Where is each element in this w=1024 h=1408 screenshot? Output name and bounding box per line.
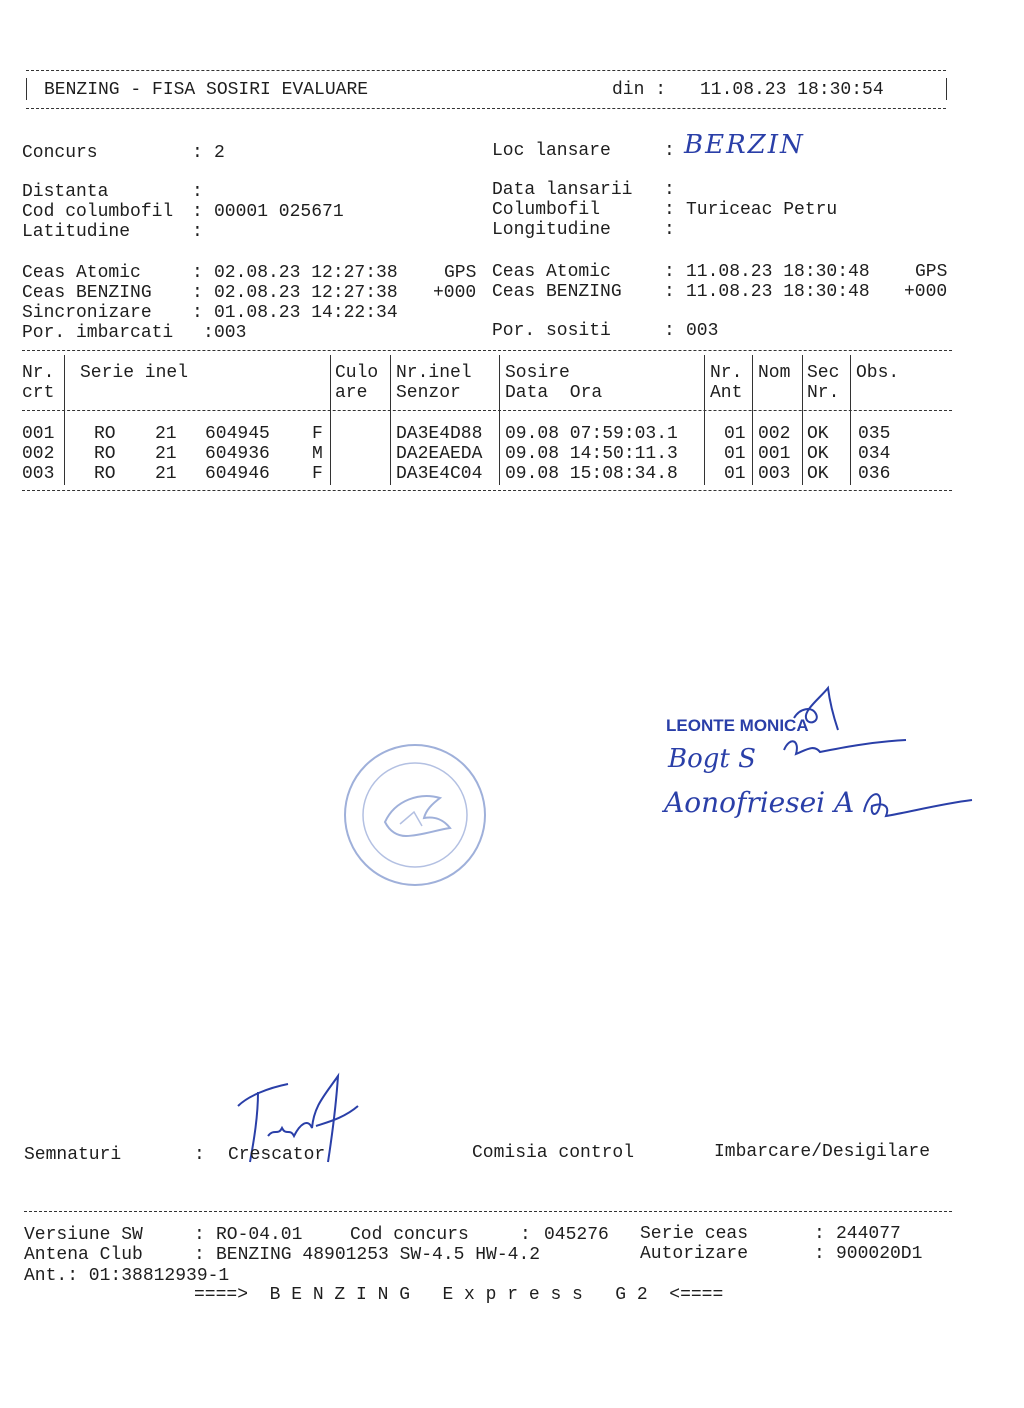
cod-columbofil-value: 00001 025671 (214, 202, 344, 222)
cod-concurs-label: Cod concurs (350, 1225, 469, 1245)
right-clock-label: Por. sositi (492, 321, 611, 341)
header-serie: Serie inel (80, 363, 189, 383)
serie-ceas-colon: : (814, 1224, 825, 1244)
header-nom: Nom (758, 363, 791, 383)
autorizare-label: Autorizare (640, 1244, 749, 1264)
col-divider (802, 355, 803, 485)
cell-nom: 003 (758, 464, 791, 484)
signature-imbarcare: Imbarcare/Desigilare (714, 1142, 931, 1162)
header-sec: Sec (807, 363, 840, 383)
signature-stroke-icon (860, 782, 976, 826)
cell-country: RO (94, 464, 116, 484)
cod-columbofil-colon: : (192, 202, 203, 222)
col-divider (752, 355, 753, 485)
cell-country: RO (94, 424, 116, 444)
footer-rule (24, 1211, 952, 1212)
cell-sex: M (312, 444, 323, 464)
footer-banner: ====> B E N Z I N G E x p r e s s G 2 <==== (194, 1285, 724, 1305)
pigeon-seal-icon (340, 740, 490, 890)
left-clock-suffix: GPS (444, 263, 477, 283)
right-clock-label: Ceas BENZING (492, 282, 622, 302)
right-clock-value: 11.08.23 18:30:48 (686, 262, 870, 282)
cell-nom: 001 (758, 444, 791, 464)
cell-ant: 01 (724, 464, 746, 484)
antena-colon: : (194, 1245, 205, 1265)
header-left-border (26, 78, 27, 100)
header-date-value: 11.08.23 18:30:54 (700, 80, 884, 100)
cell-sosire: 09.08 15:08:34.8 (505, 464, 678, 484)
left-clock-suffix: +000 (433, 283, 477, 303)
page-title: BENZING - FISA SOSIRI EVALUARE (44, 80, 369, 100)
cell-ant: 01 (724, 424, 746, 444)
right-clock-colon: : (664, 282, 675, 302)
cell-year: 21 (155, 464, 177, 484)
antena-label: Antena Club (24, 1245, 143, 1265)
columbofil-value: Turiceac Petru (686, 200, 838, 220)
header-ant: Nr. (710, 363, 743, 383)
header-ant2: Ant (710, 383, 743, 403)
cod-concurs-colon: : (520, 1225, 531, 1245)
stamp-name: LEONTE MONICA (666, 716, 809, 735)
right-clock-value: 003 (686, 321, 719, 341)
cell-ring: 604946 (205, 464, 270, 484)
table-bottom-rule (22, 490, 952, 491)
left-clock-value: 01.08.23 14:22:34 (214, 303, 398, 323)
right-clock-label: Ceas Atomic (492, 262, 611, 282)
cod-columbofil-label: Cod columbofil (22, 202, 174, 222)
cell-sec: OK (807, 424, 829, 444)
longitudine-colon: : (664, 220, 675, 240)
signature-comisia: Comisia control (472, 1143, 635, 1163)
stamp-line-2: Bogt S (668, 744, 756, 774)
cell-senzor: DA2EAEDA (396, 444, 483, 464)
columbofil-label: Columbofil (492, 200, 601, 220)
left-clock-value: 003 (214, 323, 247, 343)
versiune-colon: : (194, 1225, 205, 1245)
col-divider (499, 355, 500, 485)
stamp-line-3: Aonofriesei A (664, 786, 855, 819)
loc-lansare-colon: : (664, 141, 675, 161)
cell-obs: 035 (858, 424, 891, 444)
distanta-colon: : (192, 182, 203, 202)
right-clock-suffix: GPS (915, 262, 948, 282)
cell-sec: OK (807, 444, 829, 464)
left-clock-colon: : (192, 263, 203, 283)
cell-sec: OK (807, 464, 829, 484)
signature-crescator: Crescator (228, 1145, 326, 1165)
right-clock-suffix: +000 (904, 282, 948, 302)
cell-ring: 604945 (205, 424, 270, 444)
cell-obs: 036 (858, 464, 891, 484)
left-clock-colon: : (192, 303, 203, 323)
cod-concurs-value: 045276 (544, 1225, 609, 1245)
cell-obs: 034 (858, 444, 891, 464)
left-clock-label: Por. imbarcati (22, 323, 174, 343)
col-divider (704, 355, 705, 485)
header-right-border (946, 78, 947, 100)
autorizare-value: 900020D1 (836, 1244, 923, 1264)
right-clock-value: 11.08.23 18:30:48 (686, 282, 870, 302)
distanta-label: Distanta (22, 182, 109, 202)
versiune-label: Versiune SW (24, 1225, 143, 1245)
right-clock-colon: : (664, 262, 675, 282)
longitudine-label: Longitudine (492, 220, 611, 240)
header-bottom-rule (26, 108, 946, 109)
col-divider (64, 355, 65, 485)
left-clock-colon: : (192, 283, 203, 303)
cell-sosire: 09.08 14:50:11.3 (505, 444, 678, 464)
antena-value: BENZING 48901253 SW-4.5 HW-4.2 (216, 1245, 541, 1265)
cell-year: 21 (155, 424, 177, 444)
left-clock-colon: : (203, 323, 214, 343)
signatures-label: Semnaturi (24, 1145, 122, 1165)
left-clock-label: Ceas Atomic (22, 263, 141, 283)
cell-sex: F (312, 424, 323, 444)
table-top-rule (22, 350, 952, 351)
header-sosire: Sosire (505, 363, 570, 383)
table-header-rule (22, 410, 952, 411)
header-crt: crt (22, 383, 55, 403)
header-sec-nr: Nr. (807, 383, 840, 403)
latitudine-label: Latitudine (22, 222, 131, 242)
left-clock-label: Ceas BENZING (22, 283, 152, 303)
cell-sex: F (312, 464, 323, 484)
latitudine-colon: : (192, 222, 203, 242)
header-nrinel: Nr.inel (396, 363, 472, 383)
loc-lansare-value: BERZIN (684, 130, 805, 160)
header-are: are (335, 383, 368, 403)
cell-senzor: DA3E4D88 (396, 424, 483, 444)
concurs-label: Concurs (22, 143, 98, 163)
cell-nom: 002 (758, 424, 791, 444)
right-clock-colon: : (664, 321, 675, 341)
cell-crt: 001 (22, 424, 55, 444)
concurs-value: 2 (214, 143, 225, 163)
left-clock-value: 02.08.23 12:27:38 (214, 283, 398, 303)
concurs-colon: : (192, 143, 203, 163)
cell-country: RO (94, 444, 116, 464)
signature-stroke-icon (780, 730, 910, 770)
cell-crt: 003 (22, 464, 55, 484)
autorizare-colon: : (814, 1244, 825, 1264)
header-culo: Culo (335, 363, 379, 383)
cell-sosire: 09.08 07:59:03.1 (505, 424, 678, 444)
left-clock-value: 02.08.23 12:27:38 (214, 263, 398, 283)
data-lansarii-label: Data lansarii (492, 180, 633, 200)
header-senzor: Senzor (396, 383, 461, 403)
cell-senzor: DA3E4C04 (396, 464, 483, 484)
header-obs: Obs. (856, 363, 900, 383)
col-divider (850, 355, 851, 485)
header-data-ora: Data Ora (505, 383, 603, 403)
cell-ant: 01 (724, 444, 746, 464)
ant-line: Ant.: 01:38812939-1 (24, 1266, 230, 1286)
cell-year: 21 (155, 444, 177, 464)
loc-lansare-label: Loc lansare (492, 141, 611, 161)
col-divider (390, 355, 391, 485)
col-divider (330, 355, 331, 485)
header-top-rule (26, 70, 946, 71)
cell-crt: 002 (22, 444, 55, 464)
serie-ceas-value: 244077 (836, 1224, 901, 1244)
versiune-value: RO-04.01 (216, 1225, 303, 1245)
signature-icon (790, 684, 850, 734)
header-nr: Nr. (22, 363, 55, 383)
data-lansarii-colon: : (664, 180, 675, 200)
columbofil-colon: : (664, 200, 675, 220)
header-date-label: din : (612, 80, 667, 100)
cell-ring: 604936 (205, 444, 270, 464)
left-clock-label: Sincronizare (22, 303, 152, 323)
serie-ceas-label: Serie ceas (640, 1224, 749, 1244)
signatures-colon: : (194, 1145, 205, 1165)
